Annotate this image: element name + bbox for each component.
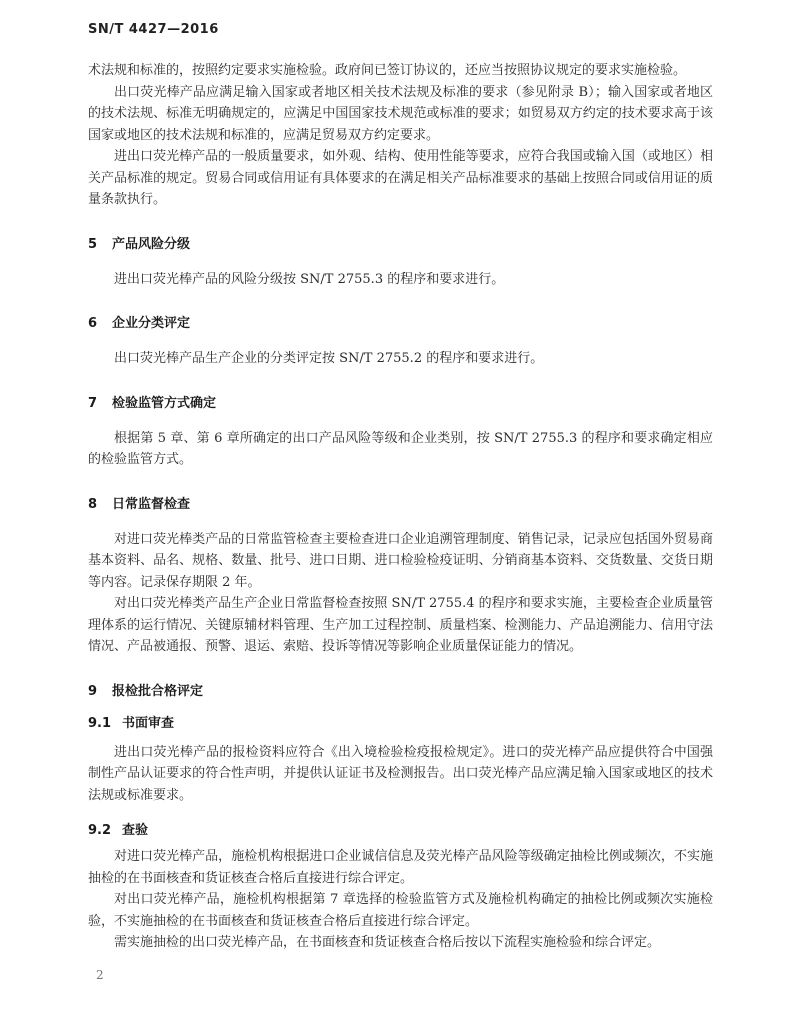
section-title: 产品风险分级: [112, 236, 191, 252]
section-number: 7: [88, 395, 98, 411]
section-number: 5: [88, 236, 98, 252]
section-5-heading: [88, 233, 713, 252]
document-body: [88, 60, 713, 954]
document-code: SN/T 4427—2016: [88, 22, 219, 37]
intro-paragraph-2: 出口荧光棒产品应满足输入国家或者地区相关技术法规及标准的要求（参见附录 B）；输入国家或者地区的技术法规、标准无明确规定的，应满足中国国家技术规范或标准的要求；如贸易双方约定的技术要求高于该国家或地区的技术法规和标准的，应满足贸易双方约定要求。: [88, 84, 713, 143]
section-title: 报检批合格评定: [112, 683, 204, 699]
section-number: 9.1: [88, 715, 112, 731]
section-9-1-heading: [88, 712, 713, 731]
section-6-paragraph-1: 出口荧光棒产品生产企业的分类评定按 SN/T 2755.2 的程序和要求进行。: [114, 351, 544, 366]
section-9-2-paragraph-1: 对进口荧光棒产品，施检机构根据进口企业诚信信息及荧光棒产品风险等级确定抽检比例或频次，不实施抽检的在书面核查和货证核查合格后直接进行综合评定。: [88, 849, 713, 886]
section-8-paragraph-2: 对出口荧光棒类产品生产企业日常监督检查按照 SN/T 2755.4 的程序和要求实施，主要检查企业质量管理体系的运行情况、关键原辅材料管理、生产加工过程控制、质量档案、检测能力、产品追溯能力、信用守法情况、产品被通报、预警、退运、索赔、投诉等情况等影响企业质量保证能力的情况。: [88, 596, 713, 654]
section-9-1-paragraph-1: 进出口荧光棒产品的报检资料应符合《出入境检验检疫报检规定》。进口的荧光棒产品应提供符合中国强制性产品认证要求的符合性声明，并提供认证证书及检测报告。出口荧光棒产品应满足输入国家或地区的技术法规或标准要求。: [88, 744, 713, 803]
section-number: 9: [88, 683, 98, 699]
section-title: 查验: [122, 823, 149, 838]
section-9-2-heading: [88, 819, 713, 838]
section-title: 企业分类评定: [112, 316, 191, 331]
section-number: 8: [88, 496, 98, 512]
section-title: 检验监管方式确定: [112, 395, 217, 411]
section-8-paragraph-1: 对进口荧光棒类产品的日常监管检查主要检查进口企业追溯管理制度、销售记录，记录应包括国外贸易商基本资料、品名、规格、数量、批号、进口日期、进口检验检疫证明、分销商基本资料、交货数量、交货日期等内容。记录保存期限 2 年。: [88, 531, 713, 590]
section-number: 6: [88, 316, 98, 331]
section-7-heading: [88, 392, 713, 411]
section-title: 日常监督检查: [112, 496, 191, 512]
section-5-paragraph-1: 进出口荧光棒产品的风险分级按 SN/T 2755.3 的程序和要求进行。: [114, 271, 505, 287]
section-7-paragraph-1: 根据第 5 章、第 6 章所确定的出口产品风险等级和企业类别，按 SN/T 2755.3 的程序和要求确定相应的检验监管方式。: [88, 430, 713, 467]
section-9-heading: [88, 680, 713, 699]
section-title: 书面审查: [122, 715, 175, 731]
section-9-2-paragraph-3: 需实施抽检的出口荧光棒产品，在书面核查和货证核查合格后按以下流程实施检验和综合评定。: [114, 935, 661, 950]
section-8-heading: [88, 493, 713, 512]
intro-paragraph-1: 术法规和标准的，按照约定要求实施检验。政府间已签订协议的，还应当按照协议规定的要求实施检验。: [88, 63, 687, 78]
section-9-2-paragraph-2: 对出口荧光棒产品，施检机构根据第 7 章选择的检验监管方式及施检机构确定的抽检比例或频次实施检验，不实施抽检的在书面核查和货证核查合格后直接进行综合评定。: [88, 892, 713, 929]
page-number: 2: [96, 968, 104, 982]
section-number: 9.2: [88, 823, 112, 838]
intro-paragraph-3: 进出口荧光棒产品的一般质量要求，如外观、结构、使用性能等要求，应符合我国或输入国（或地区）相关产品标准的规定。贸易合同或信用证有具体要求的在满足相关产品标准要求的基础上按照合同或信用证的质量条款执行。: [88, 149, 713, 207]
section-6-heading: [88, 312, 713, 331]
